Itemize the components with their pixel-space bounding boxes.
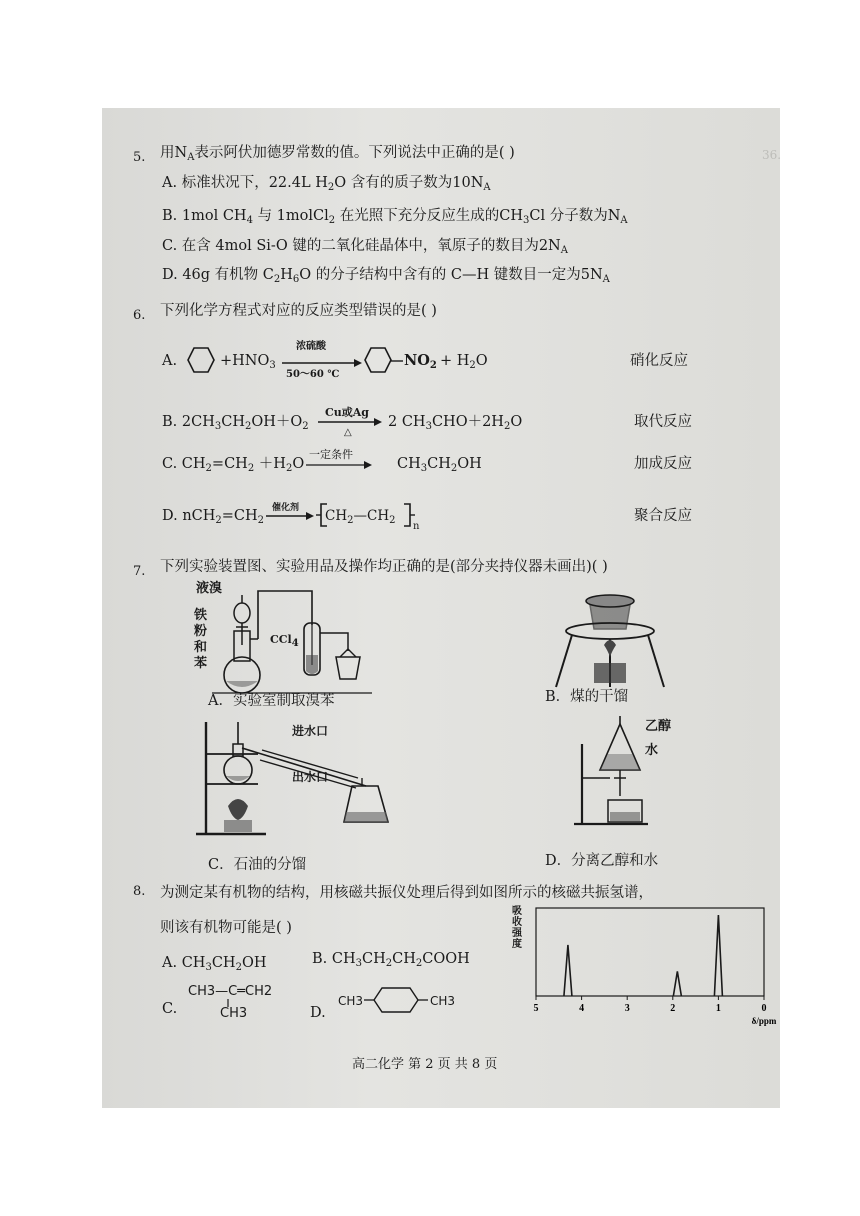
reagent-text: $+HNO_3$ [220, 353, 276, 371]
apparatus-caption: A．实验室制取溴苯 [208, 693, 335, 709]
nmr-spectrum-chart [530, 906, 777, 1026]
option-label: D. [310, 1005, 326, 1021]
x-tick-label: 0 [761, 1003, 767, 1014]
question-number: 8. [133, 884, 146, 899]
polymer-unit: $CH_2—CH_2$ [325, 508, 396, 526]
option-d: D. $nCH_2=CH_2$ [162, 508, 265, 526]
option-a: A. $CH_3CH_2OH$ [162, 955, 267, 973]
option-b: B. $CH_3CH_2CH_2COOH$ [312, 951, 470, 969]
apparatus-label: 液溴 [196, 581, 223, 596]
bleed-through-mark: 36. [762, 148, 782, 162]
reaction-arrow [306, 461, 372, 469]
reaction-condition-top: 一定条件 [309, 448, 353, 461]
apparatus-caption: C．石油的分馏 [208, 857, 307, 873]
ccl4-label: CCl4 [270, 633, 299, 649]
structural-formula-bottom: CH3 [220, 1006, 248, 1021]
coal-distillation-apparatus [550, 587, 670, 692]
product-water: + $H_2O$ [440, 353, 488, 371]
funnel-label-water: 水 [645, 743, 659, 758]
structural-formula-top: CH3—C═CH2 [188, 984, 273, 999]
option-b: B. $2CH_3CH_2OH+O_2$ [162, 414, 309, 432]
option-label: C. [162, 1001, 178, 1017]
inlet-label: 进水口 [292, 724, 329, 738]
x-tick-label: 2 [670, 1003, 676, 1014]
apparatus-caption: D．分离乙醇和水 [545, 853, 659, 869]
x-tick-label: 1 [715, 1003, 721, 1014]
polymer-subscript: n [413, 521, 420, 532]
apparatus-label: 铁 粉 和 苯 [194, 608, 208, 671]
option-a: A. 标准状况下，22.4L $H_2O$ 含有的质子数为$10N_A$ [162, 175, 491, 193]
reaction-condition-top: 催化剂 [272, 503, 300, 513]
question-stem: 下列化学方程式对应的反应类型错误的是( ) [160, 303, 437, 319]
benzene-ring-icon [187, 346, 215, 374]
question-stem: 下列实验装置图、实验用品及操作均正确的是(部分夹持仪器未画出)( ) [160, 559, 608, 575]
reaction-type: 加成反应 [634, 456, 692, 472]
reaction-arrow [266, 512, 314, 520]
chart-y-label: 吸 收 强 度 [512, 906, 522, 950]
reaction-condition-bottom: 50～60 ℃ [286, 369, 340, 380]
option-b: B. 1mol $CH_4$ 与 1molCl$_2$ 在光照下充分反应生成的$CH_3Cl$ 分子数为$N_A$ [162, 208, 628, 226]
methyl-group: CH3 [338, 994, 364, 1008]
product-text: $CH_3CH_2OH$ [397, 456, 482, 474]
benzene-ring-icon [364, 346, 392, 374]
nmr-peak [714, 915, 722, 996]
reaction-condition-bottom: △ [344, 427, 352, 438]
reaction-condition-top: 浓硫酸 [296, 341, 326, 352]
x-tick-label: 4 [579, 1003, 585, 1014]
x-tick-label: 3 [624, 1003, 630, 1014]
reaction-type: 取代反应 [634, 414, 692, 430]
reaction-condition-top: Cu或Ag [325, 406, 369, 419]
reaction-type: 硝化反应 [630, 353, 688, 369]
nmr-peak [673, 971, 681, 996]
x-tick-label: 5 [533, 1003, 539, 1014]
question-stem: 用$N_A$表示阿伏加德罗常数的值。下列说法中正确的是( ) [160, 145, 515, 163]
question-number: 5. [133, 150, 146, 165]
option-c: C. $CH_2=CH_2 +H_2O$ [162, 456, 305, 474]
question-number: 7. [133, 564, 146, 579]
option-d: D. 46g 有机物 $C_2H_6O$ 的分子结构中含有的 C—H 键数目一定为$5N_A$ [162, 267, 610, 285]
question-stem: 则该有机物可能是( ) [160, 920, 292, 936]
page-footer: 高二化学 第 2 页 共 8 页 [352, 1057, 498, 1072]
methyl-group: CH3 [430, 994, 456, 1008]
product-text: 2 $CH_3CHO+2H_2O$ [388, 414, 523, 432]
funnel-label-ethanol: 乙醇 [645, 719, 672, 734]
question-stem: 为测定某有机物的结构，用核磁共振仪处理后得到如图所示的核磁共振氢谱， [160, 885, 653, 901]
question-number: 6. [133, 308, 146, 323]
bond-line [391, 359, 403, 363]
reaction-type: 聚合反应 [634, 508, 692, 524]
option-c: C. 在含 4mol Si-O 键的二氧化硅晶体中，氧原子的数目为$2N_A$ [162, 238, 568, 256]
para-xylene-ring-icon [364, 985, 428, 1015]
nmr-peak [564, 945, 572, 996]
option-label: A. [162, 353, 178, 369]
outlet-label: 出水口 [292, 770, 329, 784]
apparatus-caption: B．煤的干馏 [545, 689, 629, 705]
nitro-group: $NO_2$ [404, 352, 437, 371]
x-axis-unit: δ/ppm [751, 1016, 777, 1026]
